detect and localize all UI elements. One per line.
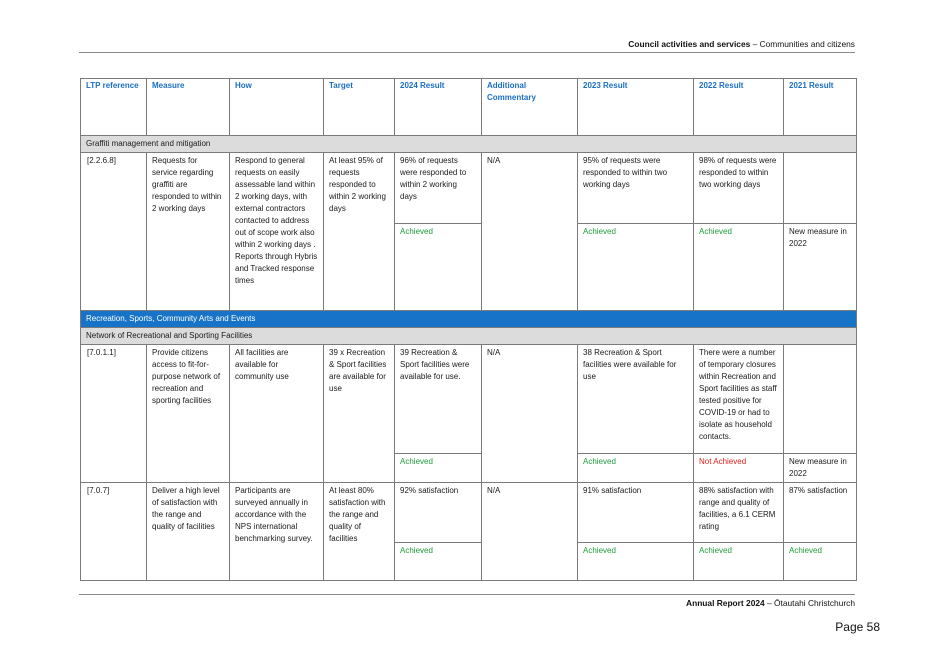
col-header-2024: 2024 Result: [395, 79, 482, 136]
header-separator: –: [750, 39, 760, 49]
status-2024: Achieved: [395, 224, 482, 311]
cell-ref: [7.0.1.1]: [81, 345, 147, 483]
cell-2024-result: 39 Recreation & Sport facilities were available for use.: [395, 345, 482, 454]
cell-measure: Provide citizens access to fit-for-purpose network of recreation and sporting facilities: [147, 345, 230, 483]
section-title: Graffiti management and mitigation: [81, 136, 857, 153]
cell-ref: [7.0.7]: [81, 483, 147, 581]
cell-ref: [2.2.6.8]: [81, 153, 147, 311]
status-2022: Not Achieved: [694, 454, 784, 483]
header-rule: [79, 52, 855, 53]
page-number: Page 58: [835, 620, 880, 634]
status-2021: New measure in 2022: [784, 454, 857, 483]
footer-place: Ōtautahi Christchurch: [774, 598, 855, 608]
status-2022: Achieved: [694, 224, 784, 311]
header-section: Council activities and services: [628, 39, 751, 49]
cell-2022-result: There were a number of temporary closures within Recreation and Sport facilities as staff tested positive for COVID-19 or had to isolate as household contacts.: [694, 345, 784, 454]
status-2022: Achieved: [694, 543, 784, 581]
header-subsection: Communities and citizens: [759, 39, 855, 49]
cell-measure: Deliver a high level of satisfaction with the range and quality of facilities: [147, 483, 230, 581]
status-2021: New measure in 2022: [784, 224, 857, 311]
col-header-how: How: [230, 79, 324, 136]
table-row: [81, 483, 857, 543]
cell-target: 39 x Recreation & Sport facilities are available for use: [324, 345, 395, 483]
footer-rule: [79, 594, 855, 595]
cell-2022-result: 88% satisfaction with range and quality of facilities, a 6.1 CERM rating: [694, 483, 784, 543]
cell-target: At least 80% satisfaction with the range and quality of facilities: [324, 483, 395, 581]
table-header-row: [81, 79, 857, 136]
page-header: [628, 39, 855, 49]
section-row-network: [81, 328, 857, 345]
status-2024: Achieved: [395, 454, 482, 483]
table-row: [81, 153, 857, 224]
section-row-graffiti: [81, 136, 857, 153]
cell-how: All facilities are available for community use: [230, 345, 324, 483]
section-title: Recreation, Sports, Community Arts and Events: [81, 311, 857, 328]
performance-table: [80, 78, 857, 581]
cell-measure: Requests for service regarding graffiti are responded to within 2 working days: [147, 153, 230, 311]
cell-2023-result: 38 Recreation & Sport facilities were available for use: [578, 345, 694, 454]
col-header-2023: 2023 Result: [578, 79, 694, 136]
footer-title: Annual Report 2024: [686, 598, 765, 608]
col-header-commentary: Additional Commentary: [482, 79, 578, 136]
section-row-recreation: [81, 311, 857, 328]
page-footer: [686, 598, 855, 608]
cell-how: Respond to general requests on easily assessable land within 2 working days, with external contractors contacted to address out of scope work also within 2 working days . Reports through Hybris and Tracked response times: [230, 153, 324, 311]
status-2023: Achieved: [578, 543, 694, 581]
cell-commentary: N/A: [482, 345, 578, 483]
status-2024: Achieved: [395, 543, 482, 581]
col-header-measure: Measure: [147, 79, 230, 136]
cell-2024-result: 92% satisfaction: [395, 483, 482, 543]
cell-2023-result: 91% satisfaction: [578, 483, 694, 543]
status-2023: Achieved: [578, 454, 694, 483]
status-2023: Achieved: [578, 224, 694, 311]
col-header-2022: 2022 Result: [694, 79, 784, 136]
col-header-2021: 2021 Result: [784, 79, 857, 136]
cell-2021-result: [784, 345, 857, 454]
section-title: Network of Recreational and Sporting Facilities: [81, 328, 857, 345]
table-row: [81, 345, 857, 454]
cell-2021-result: 87% satisfaction: [784, 483, 857, 543]
cell-2021-result: [784, 153, 857, 224]
status-2021: Achieved: [784, 543, 857, 581]
cell-2022-result: 98% of requests were responded to within two working days: [694, 153, 784, 224]
cell-how: Participants are surveyed annually in accordance with the NPS international benchmarking survey.: [230, 483, 324, 581]
cell-commentary: N/A: [482, 153, 578, 311]
col-header-ltp: LTP reference: [81, 79, 147, 136]
cell-target: At least 95% of requests responded to within 2 working days: [324, 153, 395, 311]
col-header-target: Target: [324, 79, 395, 136]
cell-2024-result: 96% of requests were responded to within 2 working days: [395, 153, 482, 224]
footer-separator: –: [764, 598, 774, 608]
cell-2023-result: 95% of requests were responded to within two working days: [578, 153, 694, 224]
cell-commentary: N/A: [482, 483, 578, 581]
